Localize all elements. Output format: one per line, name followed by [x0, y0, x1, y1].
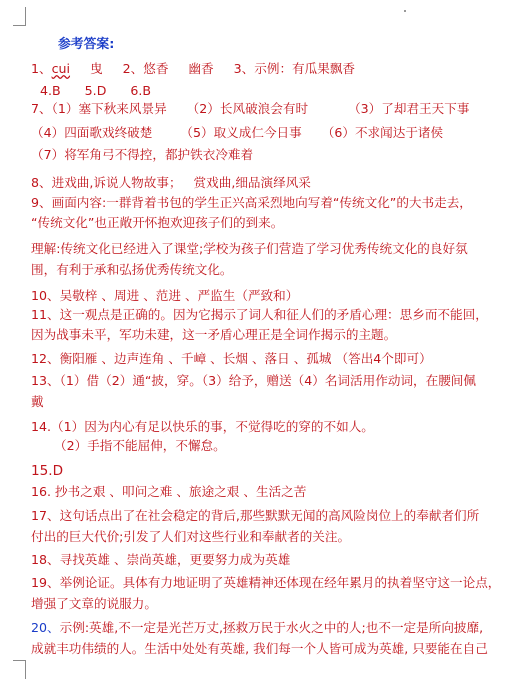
answer-7-line-3: （7）将军角弓不得控，都护铁衣冷难着	[31, 147, 254, 162]
answer-11-line-1: 11、这一观点是正确的。因为它揭示了词人和征人们的矛盾心理：思乡而不能回，	[31, 307, 488, 322]
answer-4-6: 4.B 5.D 6.B	[40, 83, 152, 98]
answer-20-num: 20、	[31, 620, 60, 635]
answer-title: 参考答案:	[58, 37, 115, 52]
page-corner-mark	[13, 660, 26, 679]
answer-14-line-1: 14.（1）因为内心有足以快乐的事，不觉得吃的穿的不如人。	[31, 419, 374, 434]
answer-9-line-3: 理解:传统文化已经进入了课堂;学校为孩子们营造了学习优秀传统文化的良好氛	[31, 241, 468, 256]
answer-1-char: 曳	[90, 61, 103, 76]
answer-12: 12、衡阳雁 、边声连角 、千嶂 、长烟 、落日 、孤城 （答出4个即可）	[31, 351, 432, 366]
answer-9-line-4: 围，有利于承和弘扬优秀传统文化。	[31, 262, 233, 277]
answer-13-line-2: 戴	[31, 394, 44, 409]
answer-1-rest: 2、悠香 幽香 3、示例：有瓜果飘香	[102, 61, 356, 76]
answer-20-line-1	[31, 619, 511, 637]
answer-20-line-2: 成就丰功伟绩的人。生活中处处有英雄, 我们每一个人皆可成为英雄, 只要能在自己	[31, 641, 488, 656]
answer-8: 8、进戏曲,诉说人物故事； 赏戏曲,细品演绎风采	[31, 175, 311, 190]
page-dot	[404, 10, 406, 12]
answer-1-num: 1、	[31, 61, 52, 76]
answer-16: 16. 抄书之艰 、叩问之难 、旅途之艰 、生活之苦	[31, 484, 307, 499]
answer-10: 10、吴敬梓 、周进 、范进 、严监生（严致和）	[31, 288, 299, 303]
answer-13-line-1: 13、（1）借（2）通“披，穿。（3）给予，赠送（4）名词活用作动词，在腰间佩	[31, 373, 476, 388]
answer-1	[31, 60, 511, 78]
answer-19-line-1: 19、举例论证。具体有力地证明了英雄精神还体现在经年累月的执着坚守这一论点，	[31, 575, 501, 590]
answer-1-gap	[70, 61, 90, 76]
answer-19-line-2: 增强了文章的说服力。	[31, 596, 157, 611]
answer-18: 18、寻找英雄 、崇尚英雄，更要努力成为英雄	[31, 552, 291, 567]
answer-14-line-2: （2）手指不能屈伸，不懈怠。	[54, 438, 226, 453]
answer-20-text-1: 示例:英雄,不一定是光芒万丈,拯救万民于水火之中的人;也不一定是所向披靡,	[59, 620, 484, 635]
answer-7-line-2: （4）四面歌戏终破楚 （5）取义成仁今日事 （6）不求闻达于诸侯	[31, 125, 444, 140]
answer-15: 15.D	[31, 463, 64, 479]
answer-9-line-1: 9、画面内容:一群背着书包的学生正兴高采烈地向写着“传统文化”的大书走去，	[31, 195, 472, 210]
answer-7-line-1: 7、（1）塞下秋来风景异 （2）长风破浪会有时 （3）了却君王天下事	[31, 101, 470, 116]
answer-1-pinyin: cui	[51, 61, 71, 76]
answer-11-line-2: 因为战事未平，军功未建，这一矛盾心理正是全词作揭示的主题。	[31, 327, 397, 342]
page-corner-mark	[13, 7, 26, 26]
answer-17-line-1: 17、这句话点出了在社会稳定的背后,那些默默无闻的高风险岗位上的奉献者们所	[31, 508, 480, 523]
answer-17-line-2: 付出的巨大代价;引发了人们对这些行业和奉献者的关注。	[31, 529, 351, 544]
answer-9-line-2: “传统文化”也正敞开怀抱欢迎孩子们的到来。	[31, 215, 284, 230]
